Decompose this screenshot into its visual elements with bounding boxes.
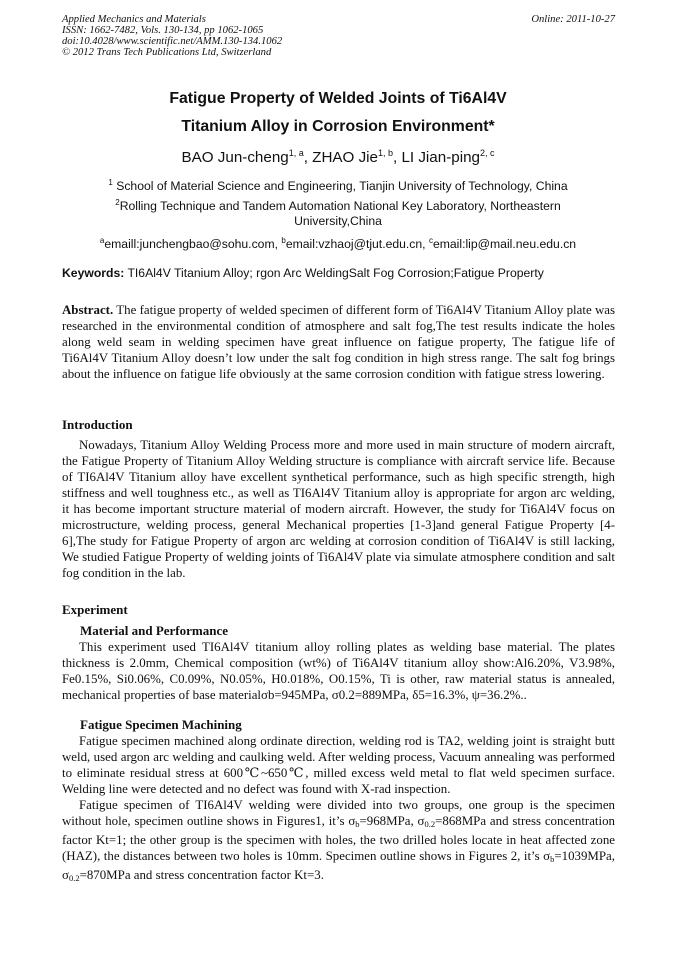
author-1-sup: 1, a — [288, 148, 304, 158]
author-1: BAO Jun-cheng — [181, 149, 289, 166]
author-3: , LI Jian-ping — [393, 149, 480, 166]
keywords — [62, 266, 622, 280]
email-line — [62, 233, 614, 252]
groups-text-5: =870MPa and stress concentration factor Kt=3. — [79, 868, 324, 883]
affiliation-2-sup: 2 — [115, 198, 120, 207]
keywords-text: TI6Al4V Titanium Alloy; rgon Arc WeldingSalt Fog Corrosion;Fatigue Property — [124, 266, 544, 280]
introduction-text: Nowadays, Titanium Alloy Welding Process more and more used in main structure of modern aircraft, the Fatigue Property of Titanium Alloy Welding structure is compliance with aircraft service life. Because of TI6Al4V Titanium alloy have excellent synthetical performance, such as high specific strength, high stiffness and well toughness etc., as well as TI6Al4V Titanium alloy is appropriate for argon arc welding, it has become important structure material of modern aircraft. However, the study for Ti6Al4V focus on microstructure, welding process, general Mechanical properties [1-3]and general Fatigue Property [4-6],The study for Fatigue Property of argon arc welding at corrosion condition of Ti6Al4V is still lacking, We studied Fatigue Property of welding joints of Ti6Al4V plate via simulate atmosphere condition and salt fog condition in the lab. — [62, 438, 615, 581]
issn-line: ISSN: 1662-7482, Vols. 130-134, pp 1062-1065 — [62, 25, 264, 36]
introduction-heading: Introduction — [62, 417, 133, 432]
affiliation-1 — [62, 175, 614, 194]
email-a-sup: a — [99, 236, 105, 245]
journal-name: Applied Mechanics and Materials — [62, 14, 206, 25]
groups-text-1: Fatigue specimen of TI6Al4V welding were divided into two groups, one group is the specimen without hole, specimen outline shows in Figures1, it’s σ — [62, 798, 615, 829]
specimen-groups-text — [62, 797, 615, 886]
keywords-label: Keywords: — [62, 266, 125, 280]
abstract-text: The fatigue property of welded specimen of different form of Ti6Al4V Titanium Alloy plate was researched in the environmental condition of atmosphere and salt fog,The test results indicate the holes along weld seam in welding specimen have great influence on fatigue property, The fatigue life of Ti6Al4V Titanium Alloy doesn’t low under the salt fog condition in high stress range. The salt fog brings about the influence on fatigue life obviously at the same corrosion condition with fatigue stress lowering. — [62, 303, 615, 382]
groups-text-3: =868MPa and stress concentration factor Kt=1; the other group is the specimen with holes, the two drilled holes locate in heat affected zone (HAZ), the distances between two holes is 10mm. Specimen outline shows in Figures 2, it’s σ — [62, 814, 615, 864]
specimen-heading: Fatigue Specimen Machining — [80, 717, 242, 732]
email-c-sup: c — [428, 236, 433, 245]
author-3-sup: 2, c — [479, 148, 495, 158]
affiliation-2 — [92, 195, 584, 229]
groups-text-4: =1039MPa, σ — [62, 849, 615, 883]
author-2-sup: 1, b — [378, 148, 394, 158]
groups-sub-1: b — [355, 819, 360, 830]
experiment-heading: Experiment — [62, 602, 128, 617]
email-a: emaill:junchengbao@sohu.com, — [104, 237, 282, 251]
groups-sub-2: 0.2 — [424, 819, 436, 830]
groups-sub-4: 0.2 — [68, 873, 80, 884]
abstract — [62, 302, 615, 382]
groups-sub-3: b — [550, 854, 555, 865]
specimen-text: Fatigue specimen machined along ordinate direction, welding rod is TA2, welding joint is straight butt weld, used argon arc welding and caulking weld. After welding process, Vacuum annealing was performed to eliminate residual stress at 600℃~650℃, milled excess weld metal to flat weld specimen surface. Welding line were detected and no defect was found with X-rad inspection. — [62, 734, 615, 797]
doi-line: doi:10.4028/www.scientific.net/AMM.130-134.1062 — [62, 36, 283, 47]
material-text: This experiment used TI6Al4V titanium alloy rolling plates as welding base material. The plates thickness is 2.0mm, Chemical composition (wt%) of Ti6Al4V titanium alloy show:Al6.20%, V3.98%, Fe0.15%, Si0.06%, C0.09%, N0.05%, H0.018%, O0.15%, Ti is other, raw material status is annealed, mechanical properties of base materialσb=945MPa, σ0.2=889MPa, δ5=16.3%, ψ=36.2%.. — [62, 640, 615, 703]
email-b: email:vzhaoj@tjut.edu.cn, — [285, 237, 429, 251]
title-line-2: Titanium Alloy in Corrosion Environment* — [181, 118, 495, 135]
copyright-line: © 2012 Trans Tech Publications Ltd, Switzerland — [62, 47, 272, 58]
online-date: Online: 2011-10-27 — [531, 14, 615, 25]
affiliation-1-text: School of Material Science and Engineering, Tianjin University of Technology, China — [112, 179, 568, 193]
affiliation-1-sup: 1 — [108, 178, 113, 187]
email-b-sup: b — [281, 236, 286, 245]
material-heading: Material and Performance — [80, 623, 229, 638]
email-c: email:lip@mail.neu.edu.cn — [432, 237, 577, 251]
abstract-label: Abstract. — [62, 303, 114, 317]
author-2: , ZHAO Jie — [303, 149, 378, 166]
author-list — [62, 148, 614, 166]
groups-text-2: =968MPa, σ — [359, 814, 425, 829]
title-line-1: Fatigue Property of Welded Joints of Ti6Al4V — [169, 90, 507, 107]
journal-header — [62, 14, 282, 58]
affiliation-2-text: Rolling Technique and Tandem Automation National Key Laboratory, Northeastern University,China — [119, 199, 561, 228]
